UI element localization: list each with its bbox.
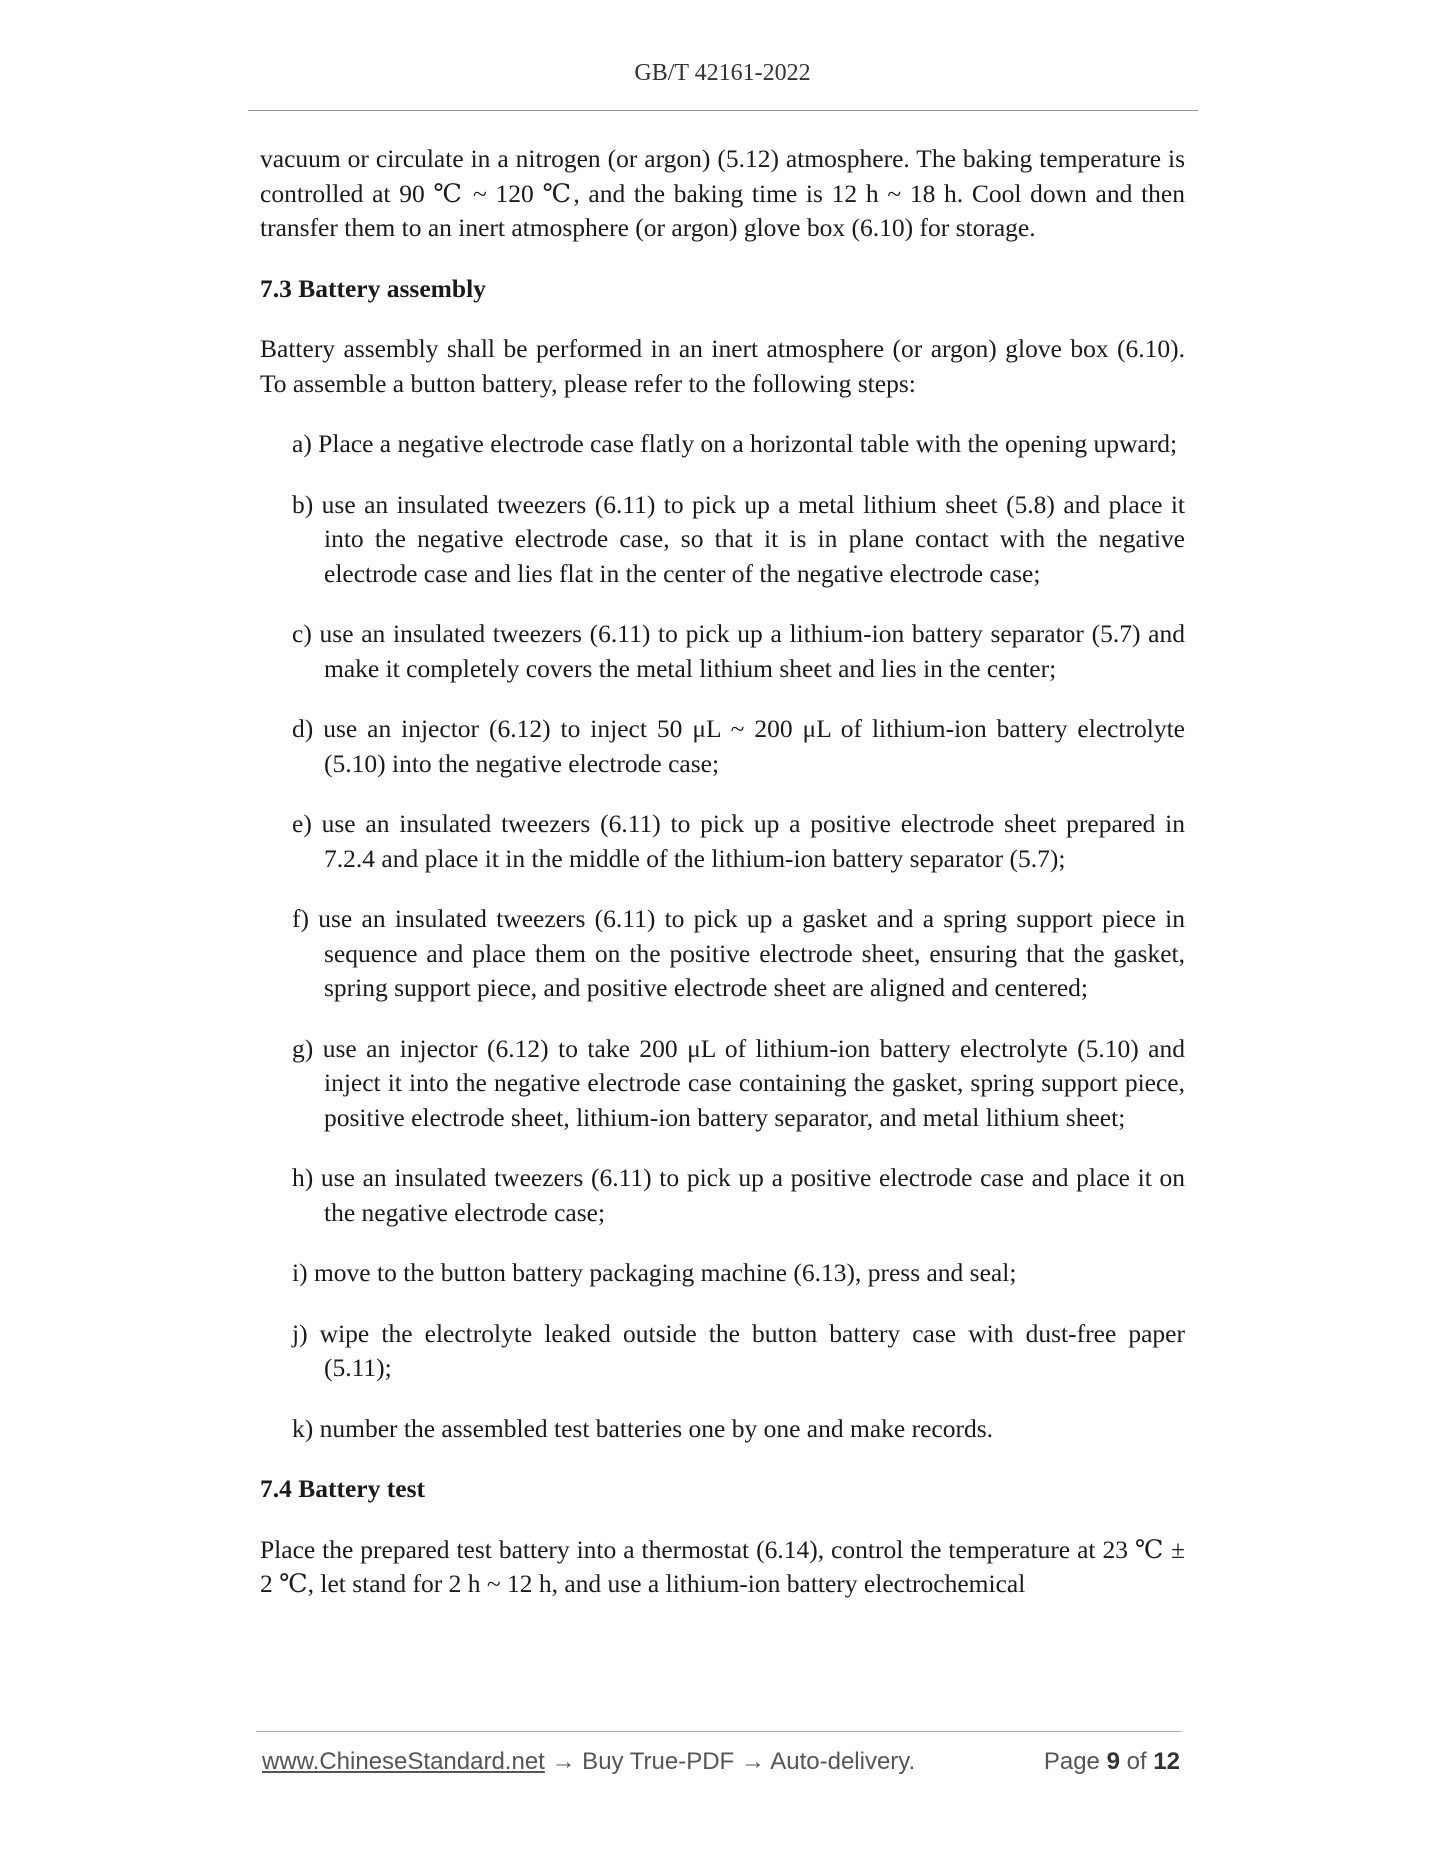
step-item-i: i) move to the button battery packaging machine (6.13), press and seal; (292, 1258, 1017, 1287)
page-header: GB/T 42161-2022 (634, 60, 811, 86)
step-item-f: f) use an insulated tweezers (6.11) to pick up a gasket and a spring support piece in sequence and place them on the positive electrode sheet, ensuring that the gasket, spring support piece, and positive electrode sheet are aligned and centered; (292, 904, 1185, 1002)
step-item-b: b) use an insulated tweezers (6.11) to pick up a metal lithium sheet (5.8) and place it into the negative electrode case, so that it is in plane contact with the negative electrode case and lies flat in the center of the negative electrode case; (292, 489, 1185, 588)
section-7-3-paragraph: Battery assembly shall be performed in an inert atmosphere (or argon) glove box (6.10). To assemble a button battery, please refer to the following steps: (260, 334, 1185, 398)
step-item-g: g) use an injector (6.12) to take 200 μL of lithium-ion battery electrolyte (5.10) and inject it into the negative electrode case containing the gasket, spring support piece, positive electrode sheet, lithium-ion battery separator, and metal lithium sheet; (292, 1033, 1185, 1132)
page-current: 9 (1106, 1748, 1120, 1775)
step-item-a: a) Place a negative electrode case flatly on a horizontal table with the opening upward; (292, 429, 1178, 458)
document-body (260, 142, 1185, 1628)
page-number (1044, 1748, 1180, 1776)
section-7-4-paragraph: Place the prepared test battery into a thermostat (6.14), control the temperature at 23 ℃ ± 2 ℃, let stand for 2 h ~ 12 h, and use a lithium-ion battery electrochemical (260, 1534, 1185, 1598)
step-item-d: d) use an injector (6.12) to inject 50 μL ~ 200 μL of lithium-ion battery electrolyte (5.10) into the negative electrode case; (292, 714, 1185, 778)
header-divider (248, 110, 1198, 111)
section-heading-7-4: 7.4 Battery test (260, 1474, 425, 1503)
step-item-c: c) use an insulated tweezers (6.11) to pick up a lithium-ion battery separator (5.7) and make it completely covers the metal lithium sheet and lies in the center; (292, 619, 1185, 683)
step-item-h: h) use an insulated tweezers (6.11) to pick up a positive electrode case and place it on the negative electrode case; (292, 1163, 1185, 1227)
footer-promo (262, 1748, 915, 1776)
step-item-e: e) use an insulated tweezers (6.11) to pick up a positive electrode sheet prepared in 7.2.4 and place it in the middle of the lithium-ion battery separator (5.7); (292, 809, 1185, 873)
footer-divider (256, 1731, 1181, 1732)
chinesestandard-link[interactable]: www.ChineseStandard.net (262, 1748, 545, 1775)
page-total: 12 (1153, 1748, 1180, 1775)
page-of-label: of (1126, 1748, 1147, 1775)
step-item-j: j) wipe the electrolyte leaked outside the button battery case with dust-free paper (5.11); (292, 1318, 1185, 1382)
page-label: Page (1043, 1748, 1100, 1775)
intro-paragraph: vacuum or circulate in a nitrogen (or argon) (5.12) atmosphere. The baking temperature is controlled at 90 ℃ ~ 120 ℃, and the baking time is 12 h ~ 18 h. Cool down and then transfer them to an inert atmosphere (or argon) glove box (6.10) for storage. (260, 144, 1185, 242)
footer-tagline: → Buy True-PDF → Auto-delivery. (544, 1748, 916, 1775)
section-heading-7-3: 7.3 Battery assembly (260, 273, 486, 303)
step-item-k: k) number the assembled test batteries one by one and make records. (292, 1413, 994, 1443)
page-footer (262, 1748, 1180, 1776)
assembly-steps-list (260, 427, 1185, 1446)
